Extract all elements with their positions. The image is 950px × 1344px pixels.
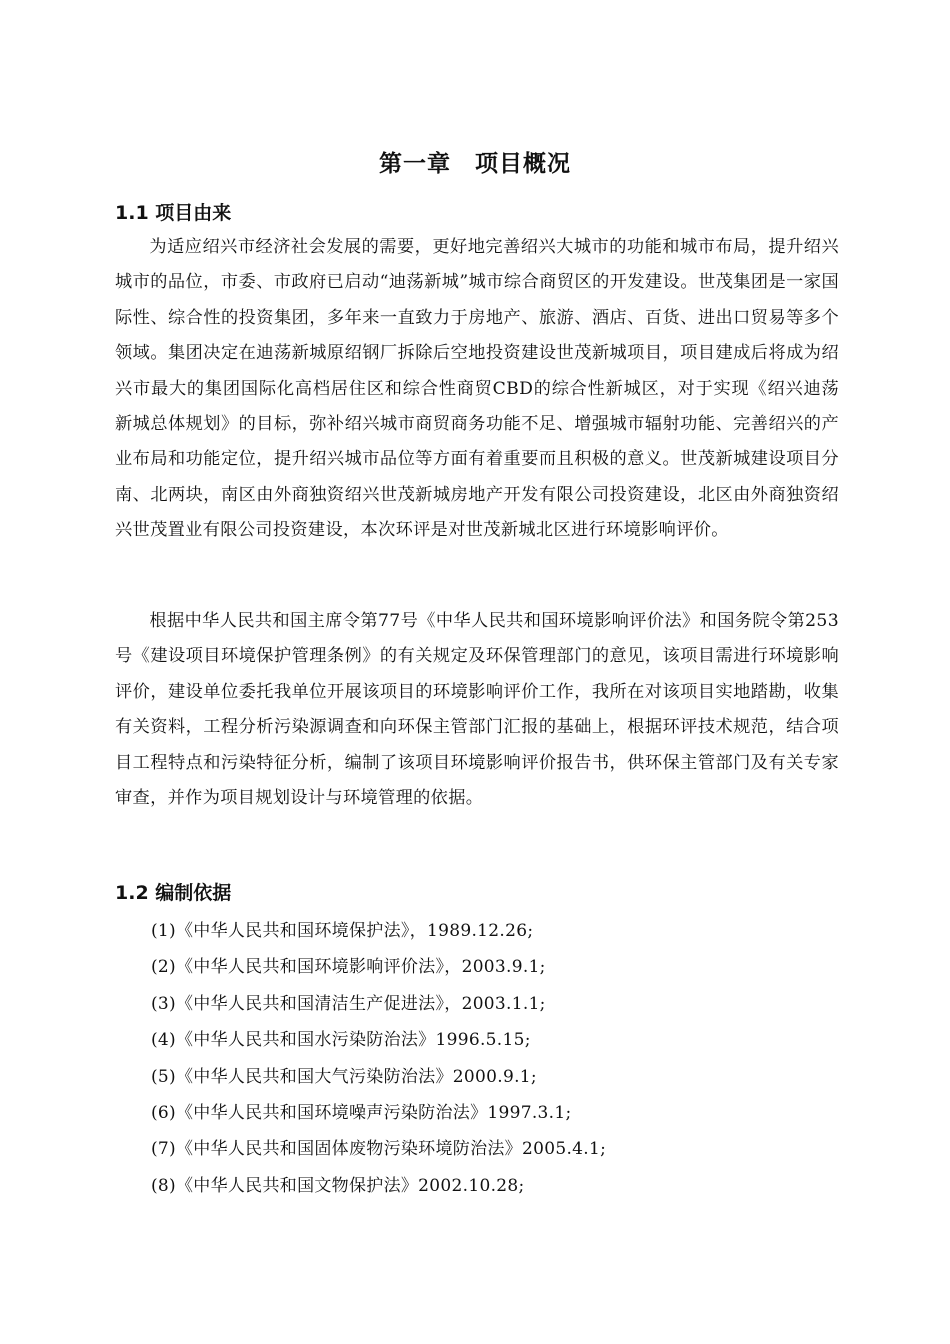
list-item: (4)《中华人民共和国水污染防治法》1996.5.15; [151, 1030, 531, 1051]
section-heading-compilation-basis: 1.2 编制依据 [115, 882, 232, 904]
section-heading-project-origin: 1.1 项目由来 [115, 202, 232, 224]
list-item: (7)《中华人民共和国固体废物污染环境防治法》2005.4.1; [151, 1139, 607, 1160]
list-item: (3)《中华人民共和国清洁生产促进法》，2003.1.1; [151, 993, 546, 1014]
chapter-title: 第一章 项目概况 [379, 151, 571, 177]
list-item: (2)《中华人民共和国环境影响评价法》，2003.9.1; [151, 957, 546, 978]
list-item: (1)《中华人民共和国环境保护法》，1989.12.26; [151, 921, 534, 941]
law-reference-list [151, 913, 606, 1204]
paragraph-legal-basis: 根据中华人民共和国主席令第77号《中华人民共和国环境影响评价法》和国务院令第253号《建设项目环境保护管理条例》的有关规定及环保管理部门的意见，该项目需进行环境影响评价，建设单位委托我单位开展该项目的环境影响评价工作，我所在对该项目实地踏勘，收集有关资料，工程分析污染源调查和向环保主管部门汇报的基础上，根据环评技术规范，结合项目工程特点和污染特征分析，编制了该项目环境影响评价报告书，供环保主管部门及有关专家审查，并作为项目规划设计与环境管理的依据。 [115, 611, 839, 809]
list-item: (6)《中华人民共和国环境噪声污染防治法》1997.3.1; [151, 1103, 572, 1124]
paragraph-project-background: 为适应绍兴市经济社会发展的需要，更好地完善绍兴大城市的功能和城市布局，提升绍兴城市的品位，市委、市政府已启动“迪荡新城”城市综合商贸区的开发建设。世茂集团是一家国际性、综合性的投资集团，多年来一直致力于房地产、旅游、酒店、百货、进出口贸易等多个领域。集团决定在迪荡新城原绍钢厂拆除后空地投资建设世茂新城项目，项目建成后将成为绍兴市最大的集团国际化高档居住区和综合性商贸CBD的综合性新城区，对于实现《绍兴迪荡新城总体规划》的目标，弥补绍兴城市商贸商务功能不足、增强城市辐射功能、完善绍兴的产业布局和功能定位，提升绍兴城市品位等方面有着重要而且积极的意义。世茂新城建设项目分南、北两块，南区由外商独资绍兴世茂新城房地产开发有限公司投资建设，北区由外商独资绍兴世茂置业有限公司投资建设，本次环评是对世茂新城北区进行环境影响评价。 [115, 237, 839, 541]
list-item: (5)《中华人民共和国大气污染防治法》2000.9.1; [151, 1066, 537, 1087]
list-item: (8)《中华人民共和国文物保护法》2002.10.28; [151, 1175, 525, 1196]
